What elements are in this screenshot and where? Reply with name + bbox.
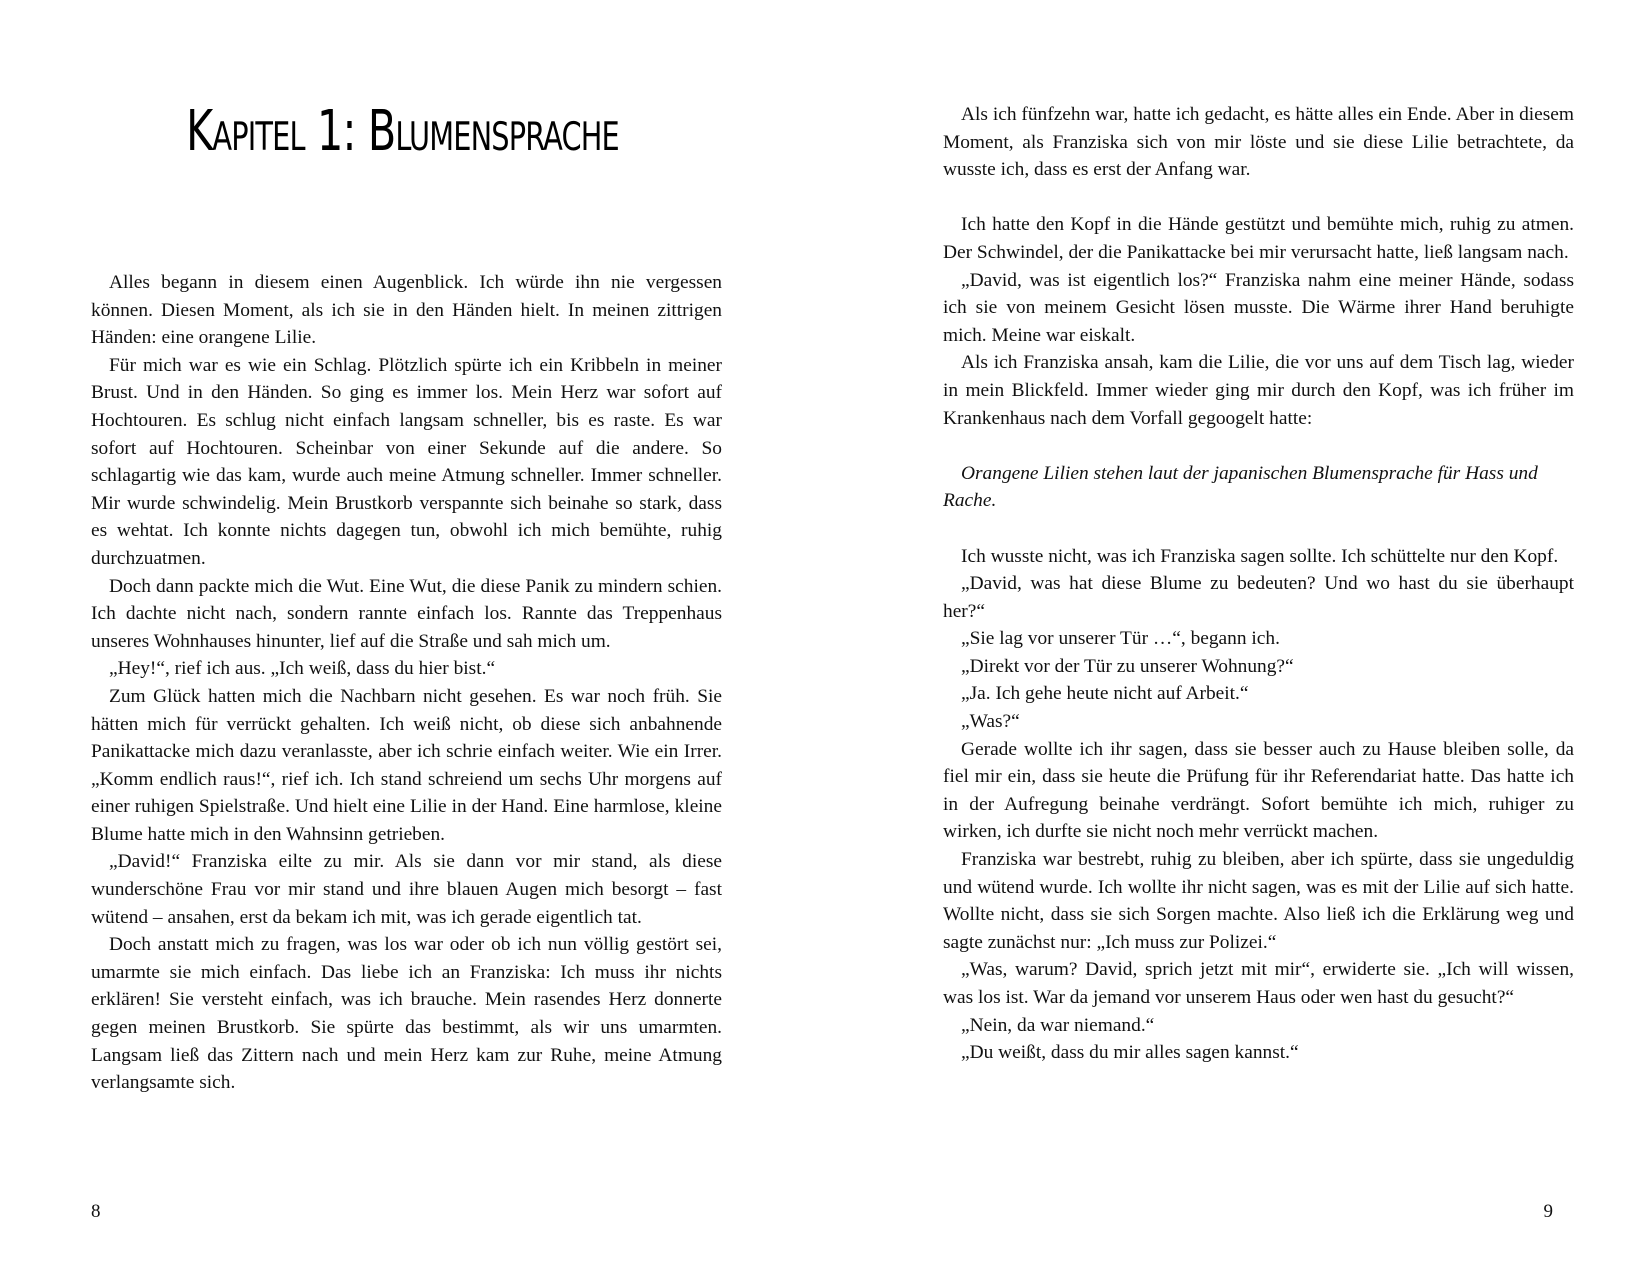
page-number: 9 (1543, 1201, 1553, 1222)
paragraph: Alles begann in diesem einen Augenblick. Ich würde ihn nie vergessen können. Diesen Moment, als ich sie in den Händen hielt. In meinen zittrigen Händen: eine orangene Lilie. (91, 272, 722, 349)
paragraph: „David!“ Franziska eilte zu mir. Als sie dann vor mir stand, als diese wunderschöne Frau vor mir stand und ihre blauen Augen mich besorgt – fast wütend – ansahen, erst da bekam ich mit, was ich gerade eigentlich tat. (91, 851, 722, 928)
chapter-title: Kapitel 1: Blumensprache (186, 99, 619, 164)
paragraph: „Was?“ (961, 711, 1020, 733)
left-page-text (91, 269, 722, 1097)
paragraph: Doch dann packte mich die Wut. Eine Wut, die diese Panik zu mindern schien. Ich dachte nicht nach, sondern rannte einfach los. Rannte das Treppenhaus unseres Wohnhauses hinunter, lief auf die Straße und sah mich um. (91, 575, 722, 652)
paragraph: Für mich war es wie ein Schlag. Plötzlich spürte ich ein Kribbeln in meiner Brust. Und in den Händen. So ging es immer los. Mein Herz war sofort auf Hochtouren. Es schlug nicht einfach langsam schneller, bis es raste. Es war sofort auf Hochtouren. Scheinbar von einer Sekunde auf die andere. So schlagartig wie das kam, wurde auch meine Atmung schneller. Immer schneller. Mir wurde schwindelig. Mein Brustkorb verspannte sich beinahe so stark, dass es wehtat. Ich konnte nichts dagegen tun, obwohl ich mich bemühte, ruhig durchzuatmen. (91, 354, 722, 569)
right-page-text (943, 101, 1574, 1067)
paragraph: Ich wusste nicht, was ich Franziska sagen sollte. Ich schüttelte nur den Kopf. (961, 545, 1559, 567)
paragraph: „Hey!“, rief ich aus. „Ich weiß, dass du hier bist.“ (109, 658, 496, 680)
paragraph: „Direkt vor der Tür zu unserer Wohnung?“ (961, 655, 1294, 677)
paragraph: „Nein, da war niemand.“ (961, 1014, 1155, 1036)
right-page (825, 0, 1650, 1275)
paragraph: „Sie lag vor unserer Tür …“, begann ich. (961, 628, 1280, 650)
paragraph: Franziska war bestrebt, ruhig zu bleiben, aber ich spürte, dass sie ungeduldig und wütend wurde. Ich wollte ihr nicht sagen, was es mit der Lilie auf sich hatte. Wollte nicht, dass sie sich Sorgen machte. Also ließ ich die Erklärung weg und sagte zunächst nur: „Ich muss zur Polizei.“ (943, 849, 1574, 953)
paragraph: Doch anstatt mich zu fragen, was los war oder ob ich nun völlig gestört sei, umarmte sie mich einfach. Das liebe ich an Franziska: Ich muss ihr nichts erklären! Sie versteht einfach, was ich brauche. Mein rasendes Herz donnerte gegen meinen Brustkorb. Sie spürte das bestimmt, als wir uns umarmten. Langsam ließ das Zittern nach und mein Herz kam zur Ruhe, meine Atmung verlangsamte sich. (91, 934, 722, 1094)
paragraph: Als ich fünfzehn war, hatte ich gedacht, es hätte alles ein Ende. Aber in diesem Moment, als Franziska sich von mir löste und sie diese Lilie betrachtete, da wusste ich, dass es erst der Anfang war. (943, 104, 1574, 181)
paragraph: „David, was hat diese Blume zu bedeuten? Und wo hast du sie überhaupt her?“ (943, 573, 1574, 622)
paragraph: Zum Glück hatten mich die Nachbarn nicht gesehen. Es war noch früh. Sie hätten mich für verrückt gehalten. Ich weiß nicht, ob diese sich anbahnende Panikattacke mich dazu veranlasste, aber ich schrie einfach weiter. Wie ein Irrer. „Komm endlich raus!“, rief ich. Ich stand schreiend um sechs Uhr morgens auf einer ruhigen Spielstraße. Und hielt eine Lilie in der Hand. Eine harmlose, kleine Blume hatte mich in den Wahnsinn getrieben. (91, 685, 722, 845)
paragraph: Gerade wollte ich ihr sagen, dass sie besser auch zu Hause bleiben solle, da fiel mir ein, dass sie heute die Prüfung für ihr Referendariat hatte. Das hatte ich in der Aufregung beinahe verdrängt. Sofort bemühte ich mich, ruhiger zu wirken, ich durfte sie nicht noch mehr verrückt machen. (943, 738, 1574, 843)
paragraph: „David, was ist eigentlich los?“ Franziska nahm eine meiner Hände, sodass ich sie von meinem Gesicht lösen musste. Die Wärme ihrer Hand beruhigte mich. Meine war eiskalt. (943, 269, 1574, 346)
page-number: 8 (91, 1201, 101, 1222)
italic-quote: Orangene Lilien stehen laut der japanischen Blumensprache für Hass und Rache. (943, 462, 1538, 512)
paragraph: „Ja. Ich gehe heute nicht auf Arbeit.“ (961, 683, 1249, 705)
paragraph: Als ich Franziska ansah, kam die Lilie, die vor uns auf dem Tisch lag, wieder in mein Blickfeld. Immer wieder ging mir durch den Kopf, was ich früher im Krankenhaus nach dem Vorfall gegoogelt hatte: (943, 352, 1574, 429)
paragraph: Ich hatte den Kopf in die Hände gestützt und bemühte mich, ruhig zu atmen. Der Schwindel, der die Panikattacke bei mir verursacht hatte, ließ langsam nach. (943, 214, 1574, 263)
paragraph: „Du weißt, dass du mir alles sagen kannst.“ (961, 1042, 1299, 1064)
paragraph: „Was, warum? David, sprich jetzt mit mir“, erwiderte sie. „Ich will wissen, was los ist. War da jemand vor unserem Haus oder wen hast du gesucht?“ (943, 959, 1574, 1008)
